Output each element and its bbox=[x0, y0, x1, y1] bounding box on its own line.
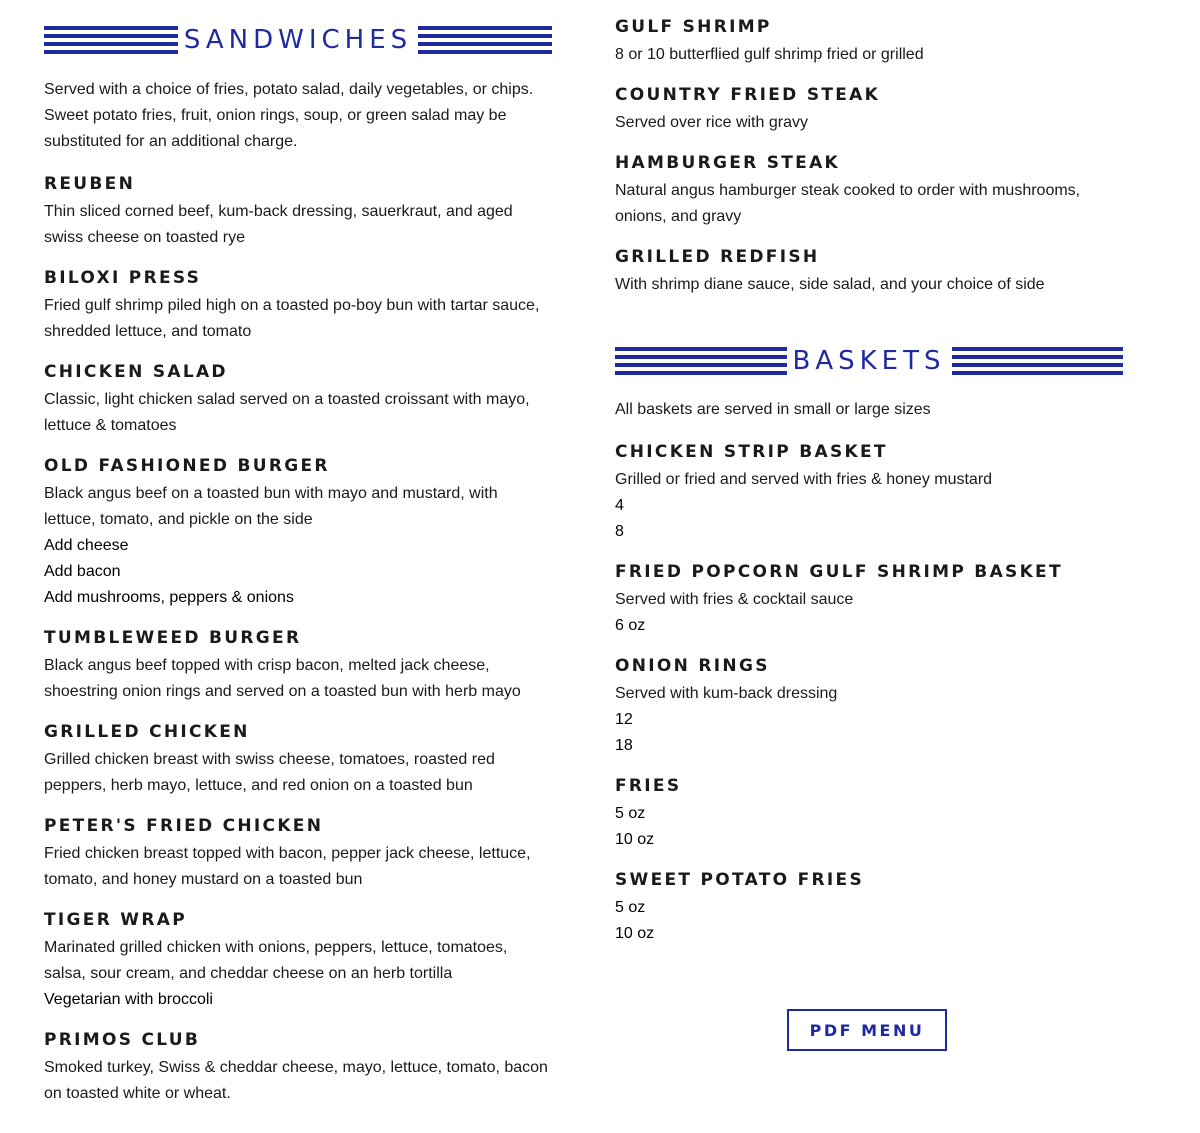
menu-item bbox=[44, 627, 552, 705]
menu-item-option: 6 oz bbox=[615, 617, 646, 634]
menu-item-description: With shrimp diane sauce, side salad, and your choice of side bbox=[615, 276, 1045, 293]
pdf-menu-button[interactable]: PDF MENU bbox=[787, 1009, 947, 1051]
baskets-header bbox=[615, 338, 1123, 384]
menu-item-name: CHICKEN STRIP BASKET bbox=[615, 442, 888, 462]
menu-item bbox=[615, 869, 1123, 947]
menu-item-description: Smoked turkey, Swiss & cheddar cheese, mayo, lettuce, tomato, bacon on toasted white or wheat. bbox=[44, 1059, 548, 1102]
menu-item bbox=[44, 1029, 552, 1107]
menu-item-name: GRILLED REDFISH bbox=[615, 247, 820, 267]
menu-item-option: 10 oz bbox=[615, 831, 655, 848]
menu-item-description: Served with fries & cocktail sauce bbox=[615, 591, 854, 608]
baskets-list bbox=[615, 441, 1123, 947]
menu-item-name: GRILLED CHICKEN bbox=[44, 722, 250, 742]
menu-item-option: 4 bbox=[615, 497, 624, 514]
menu-item-description: Thin sliced corned beef, kum-back dressing, sauerkraut, and aged swiss cheese on toasted rye bbox=[44, 203, 513, 246]
sandwiches-title: SANDWICHES bbox=[183, 25, 413, 55]
menu-item bbox=[615, 655, 1123, 759]
sandwiches-header bbox=[44, 17, 552, 63]
menu-item-name: PRIMOS CLUB bbox=[44, 1030, 201, 1050]
menu-item-description: Grilled chicken breast with swiss cheese, tomatoes, roasted red peppers, herb mayo, lettuce, and red onion on a toasted bun bbox=[44, 751, 495, 794]
menu-item-name: FRIES bbox=[615, 776, 682, 796]
menu-item-name: FRIED POPCORN GULF SHRIMP BASKET bbox=[615, 562, 1063, 582]
menu-item-name: ONION RINGS bbox=[615, 656, 770, 676]
menu-item bbox=[615, 775, 1123, 853]
menu-item bbox=[615, 441, 1123, 545]
menu-item-description: Black angus beef topped with crisp bacon, melted jack cheese, shoestring onion rings and served on a toasted bun with herb mayo bbox=[44, 657, 521, 700]
header-stripes-left bbox=[615, 347, 787, 375]
menu-item-name: GULF SHRIMP bbox=[615, 17, 772, 37]
menu-item-name: PETER'S FRIED CHICKEN bbox=[44, 816, 324, 836]
sandwiches-column bbox=[44, 0, 552, 1107]
menu-item bbox=[44, 815, 552, 893]
menu-item-name: OLD FASHIONED BURGER bbox=[44, 456, 330, 476]
menu-item bbox=[44, 267, 552, 345]
menu-item bbox=[615, 246, 1123, 298]
menu-item-option: Vegetarian with broccoli bbox=[44, 991, 213, 1008]
menu-item-description: Grilled or fried and served with fries & honey mustard bbox=[615, 471, 993, 488]
menu-item-name: BILOXI PRESS bbox=[44, 268, 202, 288]
menu-item bbox=[44, 721, 552, 799]
entrees-list bbox=[615, 0, 1123, 298]
menu-item-name: SWEET POTATO FRIES bbox=[615, 870, 865, 890]
header-stripes-right bbox=[418, 26, 552, 54]
menu-item bbox=[44, 173, 552, 251]
header-stripes-right bbox=[952, 347, 1124, 375]
menu-item-description: Black angus beef on a toasted bun with mayo and mustard, with lettuce, tomato, and pickle on the side bbox=[44, 485, 498, 528]
menu-item-name: CHICKEN SALAD bbox=[44, 362, 228, 382]
menu-item-option: 18 bbox=[615, 737, 633, 754]
menu-item-description: Served over rice with gravy bbox=[615, 114, 808, 131]
menu-item-name: COUNTRY FRIED STEAK bbox=[615, 85, 881, 105]
baskets-intro: All baskets are served in small or large sizes bbox=[615, 401, 931, 418]
menu-item bbox=[44, 361, 552, 439]
header-stripes-left bbox=[44, 26, 178, 54]
sandwiches-list bbox=[44, 173, 552, 1107]
menu-item-option: 8 bbox=[615, 523, 624, 540]
sandwiches-intro: Served with a choice of fries, potato salad, daily vegetables, or chips. Sweet potato fries, fruit, onion rings, soup, or green salad may be substituted for an additional charge. bbox=[44, 81, 534, 150]
menu-item-option: Add mushrooms, peppers & onions bbox=[44, 589, 294, 606]
right-column bbox=[615, 0, 1123, 947]
menu-item-description: Fried gulf shrimp piled high on a toasted po-boy bun with tartar sauce, shredded lettuce, and tomato bbox=[44, 297, 540, 340]
menu-item-description: 8 or 10 butterflied gulf shrimp fried or grilled bbox=[615, 46, 924, 63]
baskets-title: BASKETS bbox=[792, 346, 946, 376]
menu-item bbox=[44, 455, 552, 611]
menu-item-name: REUBEN bbox=[44, 174, 136, 194]
menu-item-description: Classic, light chicken salad served on a toasted croissant with mayo, lettuce & tomatoes bbox=[44, 391, 530, 434]
menu-item-option: 5 oz bbox=[615, 805, 646, 822]
menu-item-name: HAMBURGER STEAK bbox=[615, 153, 841, 173]
menu-item bbox=[615, 16, 1123, 68]
menu-item-option: Add bacon bbox=[44, 563, 121, 580]
menu-item-option: 12 bbox=[615, 711, 633, 728]
menu-item-description: Marinated grilled chicken with onions, peppers, lettuce, tomatoes, salsa, sour cream, and cheddar cheese on an herb tortilla bbox=[44, 939, 508, 982]
menu-item-description: Natural angus hamburger steak cooked to order with mushrooms, onions, and gravy bbox=[615, 182, 1081, 225]
menu-item bbox=[615, 152, 1123, 230]
menu-item-option: Add cheese bbox=[44, 537, 129, 554]
menu-item bbox=[615, 561, 1123, 639]
menu-item bbox=[615, 84, 1123, 136]
menu-item-option: 10 oz bbox=[615, 925, 655, 942]
menu-item-name: TIGER WRAP bbox=[44, 910, 187, 930]
menu-item-description: Fried chicken breast topped with bacon, pepper jack cheese, lettuce, tomato, and honey mustard on a toasted bun bbox=[44, 845, 531, 888]
menu-item-description: Served with kum-back dressing bbox=[615, 685, 838, 702]
menu-item-name: TUMBLEWEED BURGER bbox=[44, 628, 302, 648]
menu-item-option: 5 oz bbox=[615, 899, 646, 916]
menu-item bbox=[44, 909, 552, 1013]
